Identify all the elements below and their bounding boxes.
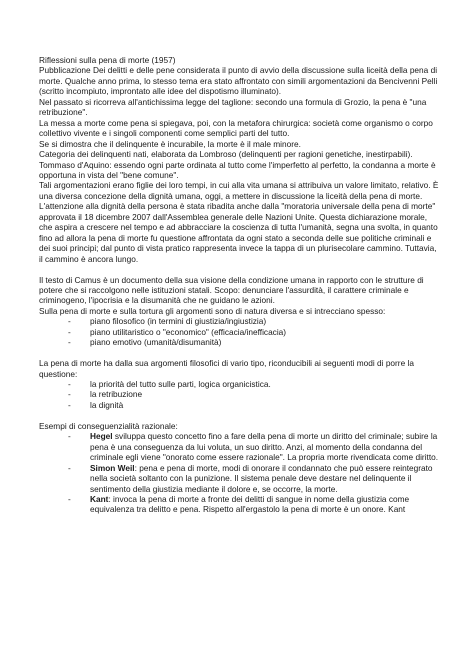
paragraph-moratoria: L'attenzione alla dignità della persona è stata ribadita anche dalla "moratoria universale della pena di morte" approvata il 18 dicembre 2007 dall'Assemblea generale delle Nazioni Unite. Questa dichiarazione morale, che aspira a crescere nel tempo e ad abbracciare la coscienza di tutta l'umanità, segna una svolta, in quanto fino ad allora la pena di morte fu questione affrontata da ogni stato a seconda delle sue politiche criminali e dei suoi principi; dal punto di vista pratico rappresenta invece la tappa di un plurisecolare cammino. Tuttavia, il cammino è ancora lungo.: [39, 201, 438, 264]
spacer: [39, 264, 440, 274]
list-item: - la retribuzione: [39, 389, 440, 399]
paragraph-argomenti: Sulla pena di morte e sulla tortura gli argomenti sono di natura diversa e si intrecciano spesso:: [39, 305, 386, 316]
spacer: [39, 348, 440, 358]
paragraph-dignita: Tali argomentazioni erano figlie dei loro tempi, in cui alla vita umana si attribuiva un valore limitato, relativo. È una diversa concezione della dignità umana, oggi, a mettere in discussione la liceità della pena di morte.: [39, 180, 439, 201]
paragraph-lombroso: Categoria dei delinquenti nati, elaborata da Lombroso (delinquenti per ragioni genetiche, inestirpabili).: [39, 149, 413, 160]
list-item: - la dignità: [39, 400, 440, 410]
author-name: Kant: [90, 493, 109, 504]
paragraph-filosofici: La pena di morte ha dalla sua argomenti filosofici di vario tipo, riconducibili ai seguenti modi di porre la questione:: [39, 358, 414, 379]
document-title: Riflessioni sulla pena di morte (1957): [39, 55, 176, 65]
paragraph-esempi: Esempi di conseguenzialità razionale:: [39, 420, 178, 431]
examples-list: [39, 431, 440, 515]
spacer: [39, 410, 440, 420]
list-item: - la priorità del tutto sulle parti, logica organicistica.: [39, 379, 440, 389]
list-item-weil: [39, 463, 440, 494]
question-list: [39, 379, 440, 410]
paragraph-beccaria: Pubblicazione Dei delitti e delle pene considerata il punto di avvio della discussione sulla liceità della pena di morte. Qualche anno prima, lo stesso tema era stato affrontato con simili argomentazioni da Bencivenni Pelli (scritto incompiuto, improntato alle idee del dispotismo illuminato).: [39, 65, 438, 97]
author-name: Hegel: [90, 431, 113, 442]
list-item: - piano utilitaristico o "economico" (efficacia/inefficacia): [39, 327, 440, 337]
list-item: - piano filosofico (in termini di giustizia/ingiustizia): [39, 316, 440, 326]
paragraph-metafora: La messa a morte come pena si spiegava, poi, con la metafora chirurgica: società come organismo o corpo collettivo vivente e i singoli componenti come semplici parti del tutto.: [39, 117, 433, 139]
paragraph-camus: Il testo di Camus è un documento della sua visione della condizione umana in rapporto con le strutture di potere che si raccolgono nelle istituzioni statali. Scopo: denunciare l'assurdità, il carattere criminale e criminogeno, l'ipocrisia e la disumanità che ne guidano le azioni.: [39, 274, 424, 306]
list-item-kant: [39, 494, 440, 515]
paragraph-taglione: Nel passato si ricorreva all'antichissima legge del taglione: secondo una formula di Grozio, la pena è "una retribuzione".: [39, 96, 427, 118]
author-name: Simon Weil: [90, 462, 135, 473]
list-item: - piano emotivo (umanità/disumanità): [39, 337, 440, 347]
argument-list: [39, 316, 440, 347]
author-text: sviluppa questo concetto fino a fare della pena di morte un diritto del criminale; subire la pena è una conseguenza da lui voluta, un suo diritto. Anzi, al momento della condanna del criminale egli viene "onorato come essere razionale". La propria morte rivendicata come diritto.: [90, 431, 439, 463]
list-item-hegel: [39, 431, 440, 462]
author-text: : invoca la pena di morte a fronte dei delitti di sangue in nome della giustizia come equivalenza tra delitto e pena. Rispetto all'ergastolo la pena di morte è un onore. Kant: [90, 493, 410, 515]
paragraph-male-minore: Se si dimostra che il delinquente è incurabile, la morte è il male minore.: [39, 138, 301, 149]
paragraph-tommaso: Tommaso d'Aquino: essendo ogni parte ordinata al tutto come l'imperfetto al perfetto, la condanna a morte è opportuna in vista del "bene comune".: [39, 159, 436, 180]
author-text: : pena e pena di morte, modi di onorare il condannato che può essere reintegrato nella società soltanto con la punizione. Il sistema penale deve destare nel delinquente il sentimento della giustizia mediante il dolore e, se occorre, la morte.: [90, 462, 433, 494]
